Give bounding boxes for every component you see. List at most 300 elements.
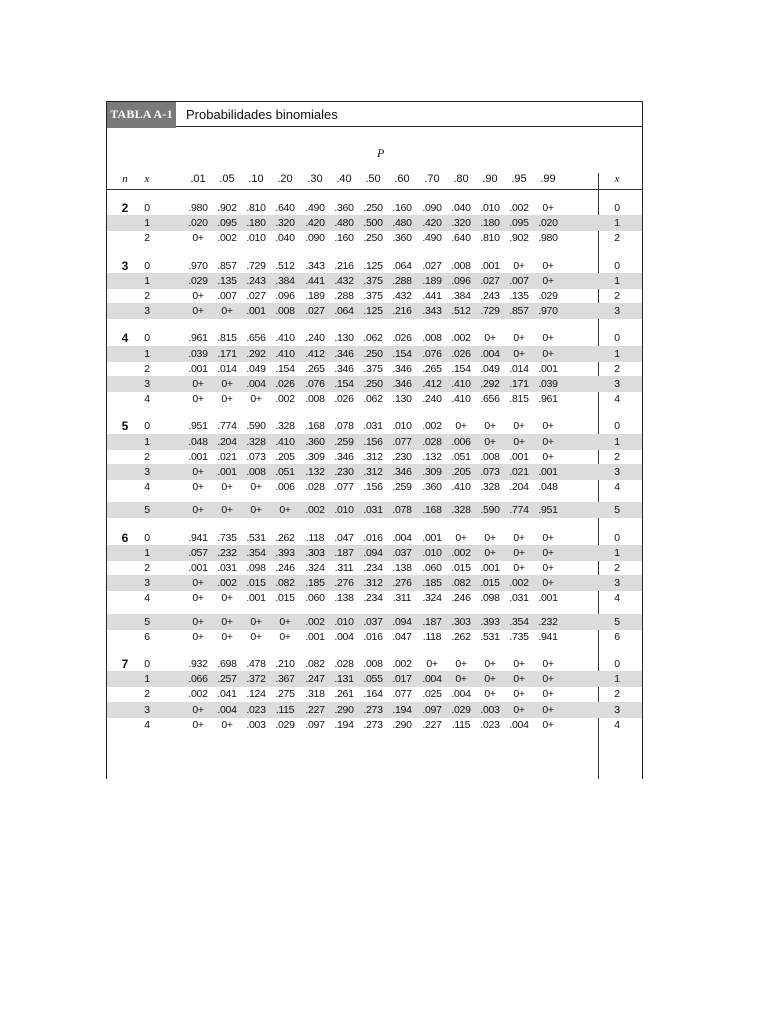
probability-cell: .025 [422,688,442,701]
x-value-right: 1 [614,435,620,448]
probability-cell: .311 [392,592,412,605]
probability-cell: .014 [509,362,529,375]
x-value: 0 [144,420,150,433]
probability-cell: .008 [422,332,442,345]
table-row [107,656,642,672]
probability-cell: .941 [188,531,208,544]
x-value-right: 4 [614,481,620,494]
probability-cell: 0+ [542,332,554,345]
probability-cell: .234 [363,592,383,605]
probability-cell: .185 [422,577,442,590]
probability-cell: .276 [334,577,354,590]
probability-cell: .478 [246,658,266,670]
probability-cell: .328 [451,504,471,517]
probability-cell: .160 [334,232,354,245]
probability-cell: .180 [480,217,500,230]
probability-cell: .057 [188,546,208,559]
probability-cell: .292 [246,347,266,360]
header-p-value: .05 [219,173,235,185]
x-value-right: 0 [614,202,620,214]
header-x: x [144,173,150,185]
probability-cell: .185 [305,577,325,590]
probability-cell: .010 [480,202,500,214]
x-value: 6 [144,630,150,643]
probability-cell: .001 [217,466,237,478]
x-value: 5 [144,615,150,628]
probability-cell: .040 [451,202,471,214]
probability-cell: .097 [305,718,325,731]
probability-cell: .051 [451,450,471,463]
probability-cell: .004 [217,703,237,716]
probability-cell: .002 [217,577,237,590]
probability-cell: .048 [188,435,208,448]
probability-cell: .026 [392,332,412,345]
probability-cell: .204 [217,435,237,448]
probability-cell: .328 [246,435,266,448]
probability-cell: .393 [275,546,295,559]
probability-cell: .216 [392,305,412,318]
probability-cell: 0+ [484,420,496,433]
probability-cell: 0+ [542,577,554,590]
probability-cell: .247 [305,673,325,686]
table-row [107,590,642,606]
probability-cell: 0+ [221,630,233,643]
probability-cell: .531 [480,630,500,643]
probability-cell: .902 [509,232,529,245]
probability-cell: .360 [392,232,412,245]
probability-cell: .246 [451,592,471,605]
probability-cell: .857 [217,259,237,272]
probability-cell: .171 [509,378,529,390]
p-axis-label: P [377,146,385,160]
probability-cell: .360 [422,481,442,494]
probability-cell: 0+ [250,393,262,406]
probability-cell: .160 [392,202,412,214]
x-value-right: 4 [614,718,620,731]
probability-cell: .154 [392,347,412,360]
probability-cell: .017 [392,673,412,686]
probability-cell: .410 [275,347,295,360]
probability-cell: .130 [334,332,354,345]
probability-cell: 0+ [192,703,204,716]
probability-cell: .156 [363,435,383,448]
probability-cell: .004 [480,347,500,360]
probability-cell: .010 [422,546,442,559]
probability-cell: .001 [538,362,558,375]
probability-cell: 0+ [513,673,525,686]
probability-cell: .095 [217,217,237,230]
probability-cell: .125 [363,305,383,318]
table-title: Probabilidades binomiales [186,107,338,122]
probability-cell: .932 [188,658,208,670]
x-value: 5 [144,504,150,517]
probability-cell: 0+ [192,290,204,302]
probability-cell: .246 [275,562,295,574]
probability-cell: .002 [509,202,529,214]
probability-cell: .857 [509,305,529,318]
probability-cell: 0+ [192,577,204,590]
probability-cell: .500 [363,217,383,230]
x-value-right: 3 [614,577,620,590]
probability-cell: .343 [305,259,325,272]
probability-cell: .490 [422,232,442,245]
n-value: 5 [121,419,129,434]
probability-cell: .312 [363,577,383,590]
probability-cell: 0+ [250,481,262,494]
probability-cell: .512 [275,259,295,272]
probability-cell: .001 [422,531,442,544]
x-value: 1 [144,673,150,686]
probability-cell: .227 [305,703,325,716]
probability-cell: .010 [246,232,266,245]
probability-cell: .073 [246,450,266,463]
table-row [107,686,642,702]
probability-cell: .135 [217,274,237,287]
table-row [107,391,642,407]
probability-cell: .015 [451,562,471,574]
probability-cell: .250 [363,347,383,360]
probability-cell: .001 [480,562,500,574]
probability-cell: .262 [451,630,471,643]
probability-cell: .273 [363,718,383,731]
x-value-right: 0 [614,420,620,433]
probability-cell: .205 [275,450,295,463]
probability-cell: .029 [275,718,295,731]
probability-cell: .015 [275,592,295,605]
probability-cell: .094 [363,546,383,559]
header-p-value: .40 [336,173,352,185]
n-value: 2 [121,201,129,215]
x-value-right: 2 [614,688,620,701]
probability-cell: .774 [217,420,237,433]
probability-cell: .328 [275,420,295,433]
probability-cell: .205 [451,466,471,478]
n-value: 4 [121,331,129,346]
probability-cell: .318 [305,688,325,701]
probability-cell: .028 [334,658,354,670]
probability-cell: 0+ [455,420,467,433]
probability-cell: .006 [275,481,295,494]
probability-cell: .354 [246,546,266,559]
probability-cell: .095 [509,217,529,230]
x-value-right: 5 [614,615,620,628]
x-value-right: 2 [614,450,620,463]
table-row [107,330,642,346]
probability-cell: .077 [334,481,354,494]
probability-cell: .729 [480,305,500,318]
probability-cell: .441 [305,274,325,287]
probability-cell: .590 [246,420,266,433]
probability-cell: 0+ [542,562,554,574]
probability-cell: .372 [246,673,266,686]
probability-cell: 0+ [279,630,291,643]
probability-cell: .480 [334,217,354,230]
probability-cell: .027 [422,259,442,272]
probability-cell: 0+ [513,546,525,559]
probability-cell: .290 [334,703,354,716]
table-row [107,288,642,304]
probability-cell: .531 [246,531,266,544]
probability-cell: .031 [363,504,383,517]
probability-cell: .090 [305,232,325,245]
header-p-value: .30 [307,173,323,185]
probability-cell: 0+ [542,450,554,463]
probability-cell: .265 [305,362,325,375]
header-p-value: .95 [511,173,527,185]
probability-cell: .384 [275,274,295,287]
n-value: 3 [121,258,129,273]
probability-cell: .029 [188,274,208,287]
x-value-right: 6 [614,630,620,643]
probability-cell: .324 [305,562,325,574]
probability-cell: .028 [422,435,442,448]
probability-cell: 0+ [221,378,233,390]
table-title-bar [107,101,642,127]
x-value-right: 3 [614,466,620,478]
probability-cell: .941 [538,630,558,643]
probability-cell: 0+ [513,332,525,345]
probability-cell: 0+ [542,531,554,544]
probability-cell: 0+ [513,658,525,670]
probability-cell: .008 [363,658,383,670]
table-row [107,479,642,495]
probability-cell: .031 [509,592,529,605]
probability-cell: 0+ [513,703,525,716]
probability-cell: .393 [480,615,500,628]
probability-cell: .970 [538,305,558,318]
probability-cell: 0+ [542,347,554,360]
x-value-right: 1 [614,546,620,559]
probability-cell: .441 [422,290,442,302]
probability-cell: .076 [305,378,325,390]
probability-cell: 0+ [542,202,554,214]
probability-cell: 0+ [279,504,291,517]
probability-cell: .082 [451,577,471,590]
probability-cell: 0+ [455,531,467,544]
probability-cell: .951 [538,504,558,517]
probability-cell: .002 [509,577,529,590]
probability-cell: .480 [392,217,412,230]
probability-cell: 0+ [250,615,262,628]
probability-cell: .490 [305,202,325,214]
probability-cell: .020 [188,217,208,230]
x-value: 4 [144,592,150,605]
probability-cell: .590 [480,504,500,517]
header-p-value: .90 [482,173,498,185]
probability-cell: .512 [451,305,471,318]
probability-cell: 0+ [542,688,554,701]
probability-cell: .311 [334,562,354,574]
x-value-right: 3 [614,703,620,716]
probability-cell: .001 [188,562,208,574]
probability-cell: .028 [305,481,325,494]
probability-cell: .039 [188,347,208,360]
x-value-right: 3 [614,305,620,318]
probability-cell: .774 [509,504,529,517]
probability-cell: .156 [363,481,383,494]
probability-cell: .343 [422,305,442,318]
x-value: 1 [144,347,150,360]
column-header-row [107,170,642,190]
probability-cell: 0+ [513,688,525,701]
probability-cell: .049 [480,362,500,375]
probability-cell: 0+ [484,673,496,686]
probability-cell: .729 [246,259,266,272]
probability-cell: .001 [305,630,325,643]
probability-cell: .410 [275,332,295,345]
probability-cell: .276 [392,577,412,590]
probability-cell: .640 [451,232,471,245]
probability-cell: 0+ [542,673,554,686]
probability-cell: .312 [363,466,383,478]
probability-cell: .273 [363,703,383,716]
probability-cell: .250 [363,232,383,245]
table-row [107,215,642,231]
probability-cell: .154 [275,362,295,375]
probability-cell: .001 [188,362,208,375]
probability-cell: .004 [509,718,529,731]
probability-cell: .026 [334,393,354,406]
n-value: 6 [121,530,129,545]
probability-cell: .412 [422,378,442,390]
probability-cell: 0+ [542,546,554,559]
probability-cell: .135 [509,290,529,302]
probability-cell: .216 [334,259,354,272]
probability-cell: .047 [392,630,412,643]
probability-cell: .055 [363,673,383,686]
x-value-right: 2 [614,562,620,574]
probability-cell: .240 [305,332,325,345]
probability-cell: .187 [422,615,442,628]
probability-cell: .002 [451,332,471,345]
probability-cell: .132 [305,466,325,478]
probability-cell: 0+ [484,546,496,559]
x-value: 2 [144,290,150,302]
probability-cell: .375 [363,290,383,302]
x-value: 4 [144,718,150,731]
probability-cell: .132 [422,450,442,463]
probability-cell: .194 [334,718,354,731]
header-p-value: .60 [394,173,410,185]
probability-cell: .154 [451,362,471,375]
probability-cell: .275 [275,688,295,701]
probability-cell: .096 [275,290,295,302]
x-value: 2 [144,362,150,375]
probability-cell: .098 [246,562,266,574]
probability-cell: 0+ [221,305,233,318]
x-value: 2 [144,450,150,463]
probability-cell: .420 [422,217,442,230]
probability-cell: .410 [451,393,471,406]
probability-cell: .210 [275,658,295,670]
probability-cell: .204 [509,481,529,494]
probability-cell: .008 [305,393,325,406]
x-value: 3 [144,466,150,478]
probability-cell: .961 [538,393,558,406]
probability-cell: .026 [275,378,295,390]
probability-cell: .230 [334,466,354,478]
x-value-right: 0 [614,531,620,544]
probability-cell: .002 [305,615,325,628]
probability-cell: .288 [392,274,412,287]
probability-cell: 0+ [192,232,204,245]
probability-cell: .735 [509,630,529,643]
probability-cell: 0+ [542,703,554,716]
probability-cell: .360 [334,202,354,214]
probability-cell: .041 [217,688,237,701]
probability-cell: .006 [451,435,471,448]
table-row [107,449,642,465]
probability-cell: .324 [422,592,442,605]
probability-cell: .230 [392,450,412,463]
header-p-value: .01 [190,173,206,185]
probability-cell: .810 [480,232,500,245]
probability-cell: 0+ [250,504,262,517]
probability-cell: .232 [538,615,558,628]
probability-cell: .010 [392,420,412,433]
probability-cell: .039 [538,378,558,390]
binomial-table-page [106,101,643,779]
x-value: 0 [144,332,150,345]
probability-cell: .097 [422,703,442,716]
x-value: 4 [144,393,150,406]
probability-cell: .189 [422,274,442,287]
probability-cell: .259 [392,481,412,494]
x-value-right: 0 [614,259,620,272]
table-tab-label: TABLA A-1 [107,102,176,128]
probability-cell: 0+ [513,562,525,574]
probability-cell: .168 [305,420,325,433]
header-p-value: .10 [248,173,264,185]
probability-cell: .014 [217,362,237,375]
table-row [107,376,642,392]
probability-cell: .062 [363,332,383,345]
x-value: 2 [144,688,150,701]
probability-cell: .290 [392,718,412,731]
probability-cell: .189 [305,290,325,302]
probability-cell: 0+ [542,274,554,287]
probability-cell: 0+ [542,658,554,670]
x-value-right: 0 [614,658,620,670]
probability-cell: .312 [363,450,383,463]
probability-cell: .346 [334,362,354,375]
probability-cell: .410 [451,378,471,390]
probability-cell: 0+ [192,481,204,494]
x-value: 0 [144,202,150,214]
probability-cell: .031 [363,420,383,433]
probability-cell: 0+ [484,435,496,448]
probability-cell: .375 [363,274,383,287]
probability-cell: .328 [480,481,500,494]
probability-cell: .346 [334,450,354,463]
probability-cell: 0+ [192,615,204,628]
header-p-value: .99 [540,173,556,185]
probability-cell: 0+ [513,259,525,272]
probability-cell: .090 [422,202,442,214]
probability-cell: 0+ [192,466,204,478]
probability-cell: .138 [392,562,412,574]
probability-cell: .029 [451,703,471,716]
probability-cell: .078 [392,504,412,517]
x-value: 3 [144,577,150,590]
x-value-right: 1 [614,274,620,287]
probability-cell: .002 [188,688,208,701]
x-value: 2 [144,232,150,245]
table-row [107,346,642,362]
probability-cell: 0+ [455,658,467,670]
probability-cell: .187 [334,546,354,559]
probability-cell: .047 [334,531,354,544]
